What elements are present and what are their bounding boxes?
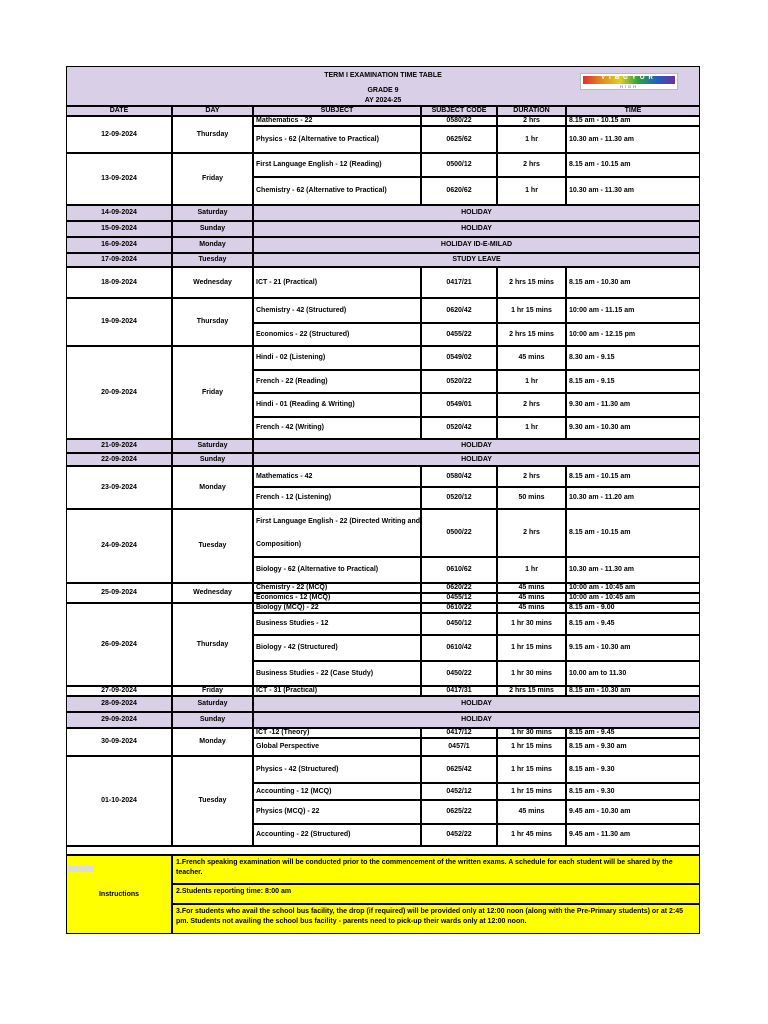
subject-cell: Hindi - 01 (Reading & Writing) bbox=[253, 393, 421, 417]
subject-cell: Chemistry - 62 (Alternative to Practical) bbox=[253, 177, 421, 205]
code-cell: 0500/22 bbox=[421, 509, 497, 557]
time-cell: 8.15 am - 9.15 bbox=[566, 370, 700, 393]
day-cell: Friday bbox=[172, 153, 253, 205]
duration-cell: 2 hrs bbox=[497, 153, 566, 177]
code-cell: 0455/12 bbox=[421, 593, 497, 603]
time-cell: 8.15 am - 10.30 am bbox=[566, 267, 700, 298]
code-cell: 0452/12 bbox=[421, 783, 497, 800]
code-cell: 0450/12 bbox=[421, 613, 497, 635]
time-cell: 9.15 am - 10.30 am bbox=[566, 635, 700, 661]
date-cell: 17-09-2024 bbox=[66, 253, 172, 267]
date-cell: 26-09-2024 bbox=[66, 603, 172, 686]
date-cell: 23-09-2024 bbox=[66, 466, 172, 509]
time-cell: 10:00 am - 10:45 am bbox=[566, 593, 700, 603]
day-cell: Thursday bbox=[172, 116, 253, 153]
date-cell: 18-09-2024 bbox=[66, 267, 172, 298]
subject-cell bbox=[253, 509, 421, 557]
code-cell: 0417/12 bbox=[421, 728, 497, 738]
duration-cell: 1 hr bbox=[497, 417, 566, 439]
time-cell: 8.15 am - 10.15 am bbox=[566, 466, 700, 487]
duration-cell: 45 mins bbox=[497, 593, 566, 603]
day-cell: Saturday bbox=[172, 439, 253, 453]
time-cell: 9.45 am - 10.30 am bbox=[566, 800, 700, 824]
time-cell: 8.15 am - 9.30 bbox=[566, 756, 700, 783]
day-cell: Monday bbox=[172, 466, 253, 509]
day-cell: Sunday bbox=[172, 712, 253, 728]
holiday-note: STUDY LEAVE bbox=[253, 253, 700, 267]
time-cell: 10:00 am - 10:45 am bbox=[566, 583, 700, 593]
time-cell: 8.15 am - 10.15 am bbox=[566, 509, 700, 557]
duration-cell: 1 hr 15 mins bbox=[497, 635, 566, 661]
duration-cell: 2 hrs 15 mins bbox=[497, 267, 566, 298]
subject-cell: French - 12 (Listening) bbox=[253, 487, 421, 509]
day-cell: Thursday bbox=[172, 603, 253, 686]
duration-cell: 2 hrs bbox=[497, 509, 566, 557]
holiday-note: HOLIDAY bbox=[253, 205, 700, 221]
subject-line-2: Composition) bbox=[256, 540, 302, 548]
subject-cell: ICT - 31 (Practical) bbox=[253, 686, 421, 696]
time-cell: 8.15 am - 9.45 bbox=[566, 613, 700, 635]
subject-cell: Biology (MCQ) - 22 bbox=[253, 603, 421, 613]
subject-cell: Physics - 42 (Structured) bbox=[253, 756, 421, 783]
subject-cell: Physics - 62 (Alternative to Practical) bbox=[253, 126, 421, 153]
col-day-header: DAY bbox=[172, 106, 253, 116]
duration-cell: 2 hrs bbox=[497, 466, 566, 487]
time-cell: 8.15 am - 10.30 am bbox=[566, 686, 700, 696]
time-cell: 10.00 am to 11.30 bbox=[566, 661, 700, 686]
subject-cell: First Language English - 12 (Reading) bbox=[253, 153, 421, 177]
holiday-note: HOLIDAY bbox=[253, 696, 700, 712]
time-cell: 10.30 am - 11.30 am bbox=[566, 126, 700, 153]
date-cell: 20-09-2024 bbox=[66, 346, 172, 439]
day-cell: Saturday bbox=[172, 696, 253, 712]
subject-cell: Global Perspective bbox=[253, 738, 421, 756]
day-cell: Tuesday bbox=[172, 756, 253, 846]
duration-cell: 2 hrs 15 mins bbox=[497, 323, 566, 346]
subject-cell: French - 22 (Reading) bbox=[253, 370, 421, 393]
col-duration-header: DURATION bbox=[497, 106, 566, 116]
date-cell: 19-09-2024 bbox=[66, 298, 172, 346]
duration-cell: 45 mins bbox=[497, 583, 566, 593]
time-cell: 10.30 am - 11.30 am bbox=[566, 557, 700, 583]
day-cell: Sunday bbox=[172, 453, 253, 466]
day-cell: Monday bbox=[172, 237, 253, 253]
subject-cell: Chemistry - 42 (Structured) bbox=[253, 298, 421, 323]
subject-cell: Accounting - 22 (Structured) bbox=[253, 824, 421, 846]
instruction-item: 2.Students reporting time: 8:00 am bbox=[172, 884, 700, 904]
instructions-label: Instructions bbox=[66, 855, 172, 934]
subject-cell: Chemistry - 22 (MCQ) bbox=[253, 583, 421, 593]
instruction-item: 3.For students who avail the school bus facility, the drop (if required) will be provided only at 12:00 noon (along with the Pre-Primary students) or at 2:45 pm. Students not availing the school bus facility - parents need to pick-up their wards only at 12:00 noon. bbox=[172, 904, 700, 934]
subject-cell: Economics - 22 (Structured) bbox=[253, 323, 421, 346]
date-cell: 24-09-2024 bbox=[66, 509, 172, 583]
time-cell: 8.15 am - 9.30 bbox=[566, 783, 700, 800]
time-cell: 8.30 am - 9.15 bbox=[566, 346, 700, 370]
duration-cell: 1 hr 15 mins bbox=[497, 298, 566, 323]
day-cell: Monday bbox=[172, 728, 253, 756]
duration-cell: 1 hr bbox=[497, 177, 566, 205]
time-cell: 10:00 am - 12.15 pm bbox=[566, 323, 700, 346]
code-cell: 0549/01 bbox=[421, 393, 497, 417]
duration-cell: 1 hr 30 mins bbox=[497, 613, 566, 635]
subject-cell: Biology - 62 (Alternative to Practical) bbox=[253, 557, 421, 583]
date-cell: 28-09-2024 bbox=[66, 696, 172, 712]
school-logo bbox=[580, 73, 678, 90]
holiday-note: HOLIDAY bbox=[253, 221, 700, 237]
duration-cell: 1 hr 30 mins bbox=[497, 661, 566, 686]
duration-cell: 1 hr 45 mins bbox=[497, 824, 566, 846]
duration-cell: 1 hr 15 mins bbox=[497, 738, 566, 756]
duration-cell: 2 hrs 15 mins bbox=[497, 686, 566, 696]
subject-cell: Accounting - 12 (MCQ) bbox=[253, 783, 421, 800]
date-cell: 25-09-2024 bbox=[66, 583, 172, 603]
spacer-row bbox=[66, 846, 700, 855]
code-cell: 0520/42 bbox=[421, 417, 497, 439]
time-cell: 8.15 am - 10.15 am bbox=[566, 116, 700, 126]
time-cell: 8.15 am - 9.00 bbox=[566, 603, 700, 613]
subject-cell: Mathematics - 42 bbox=[253, 466, 421, 487]
duration-cell: 50 mins bbox=[497, 487, 566, 509]
code-cell: 0500/12 bbox=[421, 153, 497, 177]
col-date-header: DATE bbox=[66, 106, 172, 116]
day-cell: Tuesday bbox=[172, 509, 253, 583]
duration-cell: 1 hr 30 mins bbox=[497, 728, 566, 738]
date-cell: 21-09-2024 bbox=[66, 439, 172, 453]
time-cell: 9.30 am - 11.30 am bbox=[566, 393, 700, 417]
duration-cell: 45 mins bbox=[497, 800, 566, 824]
time-cell: 8.15 am - 9.45 bbox=[566, 728, 700, 738]
code-cell: 0450/22 bbox=[421, 661, 497, 686]
date-cell: 22-09-2024 bbox=[66, 453, 172, 466]
date-cell: 30-09-2024 bbox=[66, 728, 172, 756]
duration-cell: 2 hrs bbox=[497, 116, 566, 126]
page-title: TERM I EXAMINATION TIME TABLE bbox=[324, 72, 442, 79]
duration-cell: 1 hr bbox=[497, 126, 566, 153]
time-cell: 8.15 am - 9.30 am bbox=[566, 738, 700, 756]
code-cell: 0620/42 bbox=[421, 298, 497, 323]
subject-cell: Biology - 42 (Structured) bbox=[253, 635, 421, 661]
code-cell: 0610/42 bbox=[421, 635, 497, 661]
holiday-note: HOLIDAY ID-E-MILAD bbox=[253, 237, 700, 253]
subject-cell: ICT - 21 (Practical) bbox=[253, 267, 421, 298]
duration-cell: 1 hr 15 mins bbox=[497, 756, 566, 783]
date-cell: 29-09-2024 bbox=[66, 712, 172, 728]
code-cell: 0452/22 bbox=[421, 824, 497, 846]
day-cell: Wednesday bbox=[172, 267, 253, 298]
date-cell: 14-09-2024 bbox=[66, 205, 172, 221]
col-time-header: TIME bbox=[566, 106, 700, 116]
grade-label: GRADE 9 bbox=[367, 87, 399, 94]
code-cell: 0455/22 bbox=[421, 323, 497, 346]
code-cell: 0625/42 bbox=[421, 756, 497, 783]
code-cell: 0580/42 bbox=[421, 466, 497, 487]
day-cell: Friday bbox=[172, 686, 253, 696]
time-cell: 10:00 am - 11.15 am bbox=[566, 298, 700, 323]
duration-cell: 45 mins bbox=[497, 603, 566, 613]
subject-cell: ICT -12 (Theory) bbox=[253, 728, 421, 738]
code-cell: 0520/22 bbox=[421, 370, 497, 393]
date-cell: 27-09-2024 bbox=[66, 686, 172, 696]
day-cell: Thursday bbox=[172, 298, 253, 346]
logo-subtext: HIGH bbox=[620, 84, 638, 89]
code-cell: 0625/62 bbox=[421, 126, 497, 153]
subject-cell: Business Studies - 12 bbox=[253, 613, 421, 635]
day-cell: Sunday bbox=[172, 221, 253, 237]
code-cell: 0549/02 bbox=[421, 346, 497, 370]
holiday-note: HOLIDAY bbox=[253, 712, 700, 728]
subject-cell: Physics (MCQ) - 22 bbox=[253, 800, 421, 824]
code-cell: 0580/22 bbox=[421, 116, 497, 126]
day-cell: Saturday bbox=[172, 205, 253, 221]
code-cell: 0457/1 bbox=[421, 738, 497, 756]
duration-cell: 1 hr 15 mins bbox=[497, 783, 566, 800]
code-cell: 0610/62 bbox=[421, 557, 497, 583]
subject-cell: Mathematics - 22 bbox=[253, 116, 421, 126]
footer-mark bbox=[68, 866, 94, 872]
date-cell: 01-10-2024 bbox=[66, 756, 172, 846]
logo-wordmark: VIBGYOR bbox=[601, 75, 657, 81]
time-cell: 9.30 am - 10.30 am bbox=[566, 417, 700, 439]
subject-cell: Business Studies - 22 (Case Study) bbox=[253, 661, 421, 686]
code-cell: 0625/22 bbox=[421, 800, 497, 824]
date-cell: 13-09-2024 bbox=[66, 153, 172, 205]
code-cell: 0417/31 bbox=[421, 686, 497, 696]
subject-cell: French - 42 (Writing) bbox=[253, 417, 421, 439]
code-cell: 0520/12 bbox=[421, 487, 497, 509]
day-cell: Tuesday bbox=[172, 253, 253, 267]
subject-line-1: First Language English - 22 (Directed Writing and bbox=[256, 517, 421, 525]
time-cell: 10.30 am - 11.30 am bbox=[566, 177, 700, 205]
code-cell: 0620/62 bbox=[421, 177, 497, 205]
day-cell: Wednesday bbox=[172, 583, 253, 603]
subject-cell: Hindi - 02 (Listening) bbox=[253, 346, 421, 370]
instruction-item: 1.French speaking examination will be conducted prior to the commencement of the written exams. A schedule for each student will be shared by the teacher. bbox=[172, 855, 700, 884]
duration-cell: 1 hr bbox=[497, 370, 566, 393]
time-cell: 10.30 am - 11.20 am bbox=[566, 487, 700, 509]
date-cell: 16-09-2024 bbox=[66, 237, 172, 253]
code-cell: 0417/21 bbox=[421, 267, 497, 298]
time-cell: 8.15 am - 10.15 am bbox=[566, 153, 700, 177]
academic-year: AY 2024-25 bbox=[364, 97, 402, 104]
date-cell: 15-09-2024 bbox=[66, 221, 172, 237]
time-cell: 9.45 am - 11.30 am bbox=[566, 824, 700, 846]
duration-cell: 2 hrs bbox=[497, 393, 566, 417]
subject-cell: Economics - 12 (MCQ) bbox=[253, 593, 421, 603]
col-subject-header: SUBJECT bbox=[253, 106, 421, 116]
holiday-note: HOLIDAY bbox=[253, 453, 700, 466]
holiday-note: HOLIDAY bbox=[253, 439, 700, 453]
code-cell: 0620/22 bbox=[421, 583, 497, 593]
code-cell: 0610/22 bbox=[421, 603, 497, 613]
date-cell: 12-09-2024 bbox=[66, 116, 172, 153]
col-code-header: SUBJECT CODE bbox=[421, 106, 497, 116]
day-cell: Friday bbox=[172, 346, 253, 439]
duration-cell: 45 mins bbox=[497, 346, 566, 370]
duration-cell: 1 hr bbox=[497, 557, 566, 583]
